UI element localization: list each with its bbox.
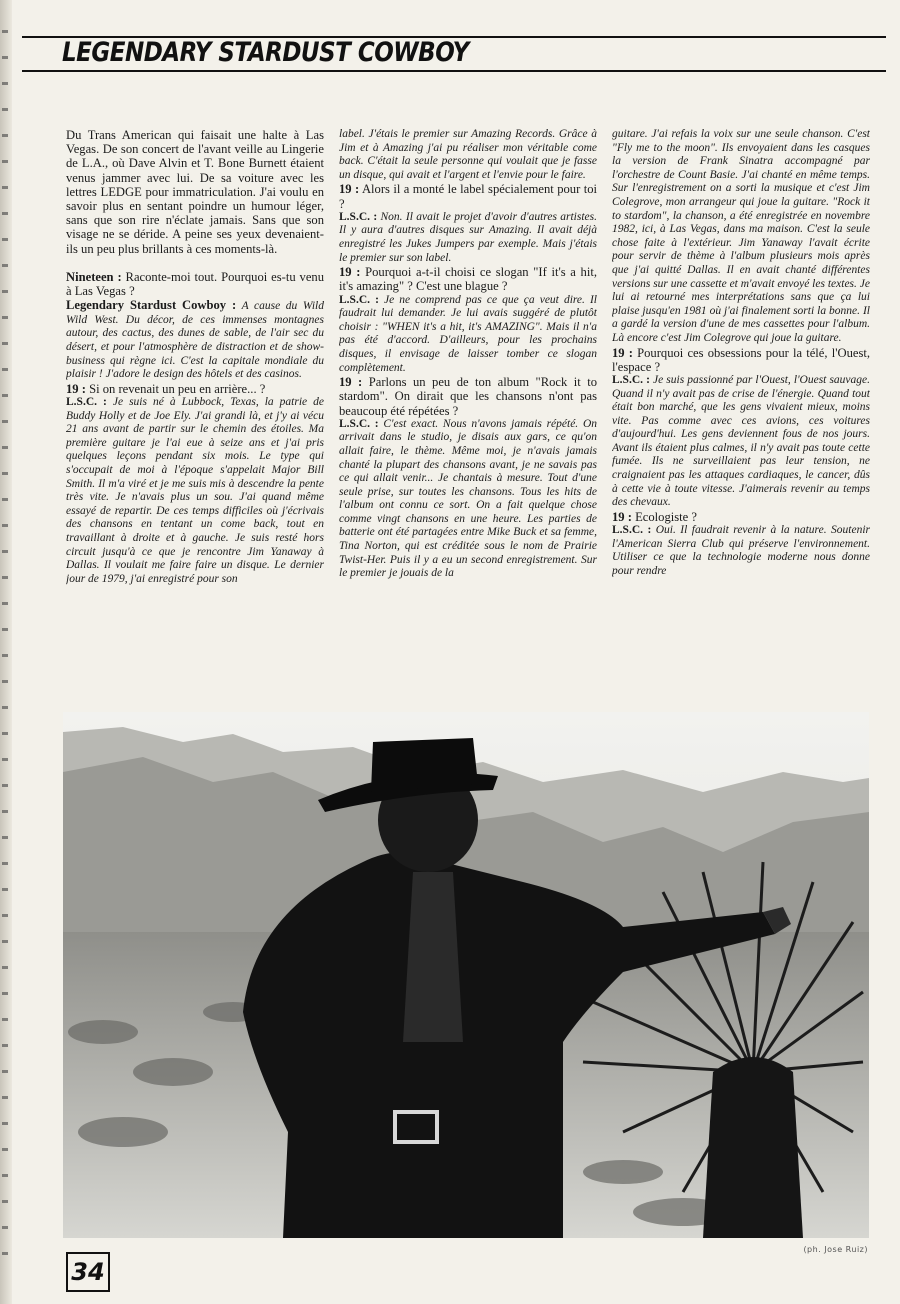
speaker-label: L.S.C. : [339,210,378,223]
question-1 [66,270,324,298]
text-column-1 [66,128,324,708]
question-5 [339,375,597,418]
binding-marks [2,30,8,1270]
question-text: Ecologiste ? [631,509,697,524]
question-6 [612,346,870,374]
section-title: LEGENDARY STARDUST COWBOY [62,38,469,68]
answer-7 [612,524,870,578]
interview-article [66,128,870,708]
answer-3 [339,211,597,265]
answer-text: C'est exact. Nous n'avons jamais répété. On arrivait dans le studio, je disais aux gars, ce qu'on allait faire, le thème. Même moi, je n'avais jamais chanté la plupart des chansons avant, je ne savais pas ce qui allait venir... Je chantais à mesure. Tout d'une seule prise, sur toutes les chansons. Tous les hits de l'album ont connu ce sort. On a fait quelque chose comme vingt chansons en une heure. Les parties de batterie ont été partagées entre Mike Buck et sa femme, Tina Norton, qui est créditée sous le nom de Prairie Twist-Her. Puis il y a eu un second enregistrement. Sur le premier je jouais de la [339,417,597,580]
question-7 [612,510,870,524]
question-3 [339,182,597,210]
answer-text: Je suis né à Lubbock, Texas, la patrie de Buddy Holly et de Joe Ely. J'ai grandi là, et j'y ai vécu 21 ans avant de partir sur le chemin des étoiles. Ma première guitare je l'ai eue à seize ans et j'ai pris quelques leçons pendant six mois. Le type qui s'occupait de moi à l'époque s'appelait Major Bill Smith. Il m'a viré et je me suis mis à descendre la pente très vite. Je n'avais plus un sou. J'ai quand même essayé de repartir. De ces temps difficiles où j'écrivais des chansons en tentant un come back, tout en travaillant à droite et à gauche. Je suis resté hors circuit jusqu'à ce que je rencontre Jim Yanaway à Dallas. Il voulait me faire faire un disque. Le dernier jour de 1979, j'ai enregistré pour son [66,396,324,585]
answer-text: Je ne comprend pas ce que ça veut dire. Il faudrait lui demander. Je lui avais suggéré de plutôt choisir : "WHEN it's a hit, it's AMAZING". Mais il n'a pas été d'accord. D'ailleurs, pour les prochains disques, il envisage de laisser tomber ce slogan complètement. [339,293,597,374]
speaker-label: L.S.C. : [339,293,379,306]
cowboy-desert-photo [63,712,869,1238]
question-text: Alors il a monté le label spécialement pour toi ? [339,182,597,211]
speaker-label: L.S.C. : [612,373,650,386]
speaker-label: 19 : [612,509,632,524]
answer-2-continued: label. J'étais le premier sur Amazing Records. Grâce à Jim et à Amazing j'ai pu réaliser mon véritable come back. C'était la seule personne qui voulait que je fasse un disque, qui avait et l'argent et l'envie pour le faire. [339,128,597,181]
text-column-2 [339,128,597,708]
question-4 [339,265,597,293]
answer-text: Je suis passionné par l'Ouest, l'Ouest sauvage. Quand il n'y avait pas de crise de l'énergie. Quand tout était bon marché, que les gens vivaient mieux, moins vite. Pas comme avec ces avions, ces voitures d'aujourd'hui. Les gens deviennent fous de nos jours. Avant ils étaient plus calmes, il n'y avait pas toute cette fumée. Ils ne surveillaient pas leur tension, ne craignaient pas les attaques cardiaques, le cancer, dûs à cette vie à toute vitesse. J'aimerais revenir au temps des chevaux. [612,373,870,509]
answer-text: Non. Il avait le projet d'avoir d'autres artistes. Il y aura d'autres disques sur Amazing. Il avait déjà enregistré les Jukes Jumpers par exemple. Mais j'étais le premier sur son label. [339,210,597,264]
answer-2 [66,396,324,586]
answer-4 [339,294,597,376]
speaker-label: L.S.C. : [66,396,107,408]
header-rule-bottom [22,70,886,72]
speaker-label: 19 : [339,375,363,390]
answer-5-continued: guitare. J'ai refais la voix sur une seule chanson. C'est "Fly me to the moon". Ils envoyaient dans les casques la version de Frank Sinatra accompagné par l'orchestre de Count Basie. J'ai chanté en même temps. Sur l'enregistrement on a sorti la musique et c'est Jim Colegrove, mon arrangeur qui joue la guitare. "Rock it to stardom", la chanson, a été enregistrée en novembre 1982, ici, à Las Vegas, dans ma maison. C'est la seule chose faite à l'extérieur. Jim Yanaway l'avait écrite pour servir de thème à l'album plusieurs mois après que j'ai quitté Dallas. Il en avait chanté différentes versions sur une cassette et m'avait envoyé les textes. Je lui ai retourné mes interprétations sans que ça lui plaise jusqu'en 1981 où j'ai finalement sorti la bonne. Il a gardé la version d'une de mes cassettes pour l'album. Là encore c'est Jim Colegrove qui joue la guitare. [612,128,870,344]
page-number: 34 [66,1252,110,1292]
question-2 [66,382,324,396]
speaker-label: 19 : [66,381,86,396]
question-text: Pourquoi ces obsessions pour la télé, l'Ouest, l'espace ? [612,345,870,374]
answer-text: A cause du Wild Wild West. Du décor, de ces immenses montagnes autour, des cactus, des dunes de sable, de l'air sec du désert, et pour l'atmosphère de distraction et de show-business qui règne ici. C'est la capitale mondiale du plaisir ! J'adore le design des hôtels et des casinos. [66,300,324,381]
speaker-label: 19 : [339,265,361,280]
answer-5 [339,418,597,581]
intro-paragraph: Du Trans American qui faisait une halte à Las Vegas. De son concert de l'avant veille au Lingerie de L.A., où Dave Alvin et T. Bone Burnett étaient venus jammer avec lui. De sa voiture avec les lettres LEDGE pour immatriculation. J'ai voulu en savoir plus en sentant poindre un humour léger, sans que son rire n'éclate jamais. Sans que son visage ne se déride. A peine ses yeux devenaient-ils un peu plus brillants à ces moments-là. [66,128,324,256]
question-text: Si on revenait un peu en arrière... ? [85,381,266,396]
speaker-label: Nineteen : [66,269,122,284]
photo-credit: (ph. Jose Ruiz) [803,1245,868,1254]
speaker-label: 19 : [339,182,360,197]
speaker-label: Legendary Stardust Cowboy : [66,298,237,313]
speaker-label: L.S.C. : [612,524,652,537]
photo-illustration [63,712,869,1238]
question-text: Parlons un peu de ton album "Rock it to stardom". On dirait que les chansons n'ont pas beaucoup été répétées ? [339,375,597,418]
paragraph-gap [66,256,324,270]
speaker-label: L.S.C. : [339,417,379,430]
answer-6 [612,374,870,510]
yucca-trunk [703,1057,803,1238]
speaker-label: 19 : [612,345,633,360]
text-column-3 [612,128,870,708]
question-text: Pourquoi a-t-il choisi ce slogan "If it's a hit, it's amazing" ? C'est une blague ? [339,265,597,294]
question-text: Raconte-moi tout. Pourquoi es-tu venu à Las Vegas ? [66,269,324,299]
answer-text: Oui. Il faudrait revenir à la nature. Soutenir l'American Sierra Club qui préserve l'environnement. Utiliser ce que la technologie moderne nous donne pour rendre [612,524,870,577]
answer-1 [66,298,324,382]
